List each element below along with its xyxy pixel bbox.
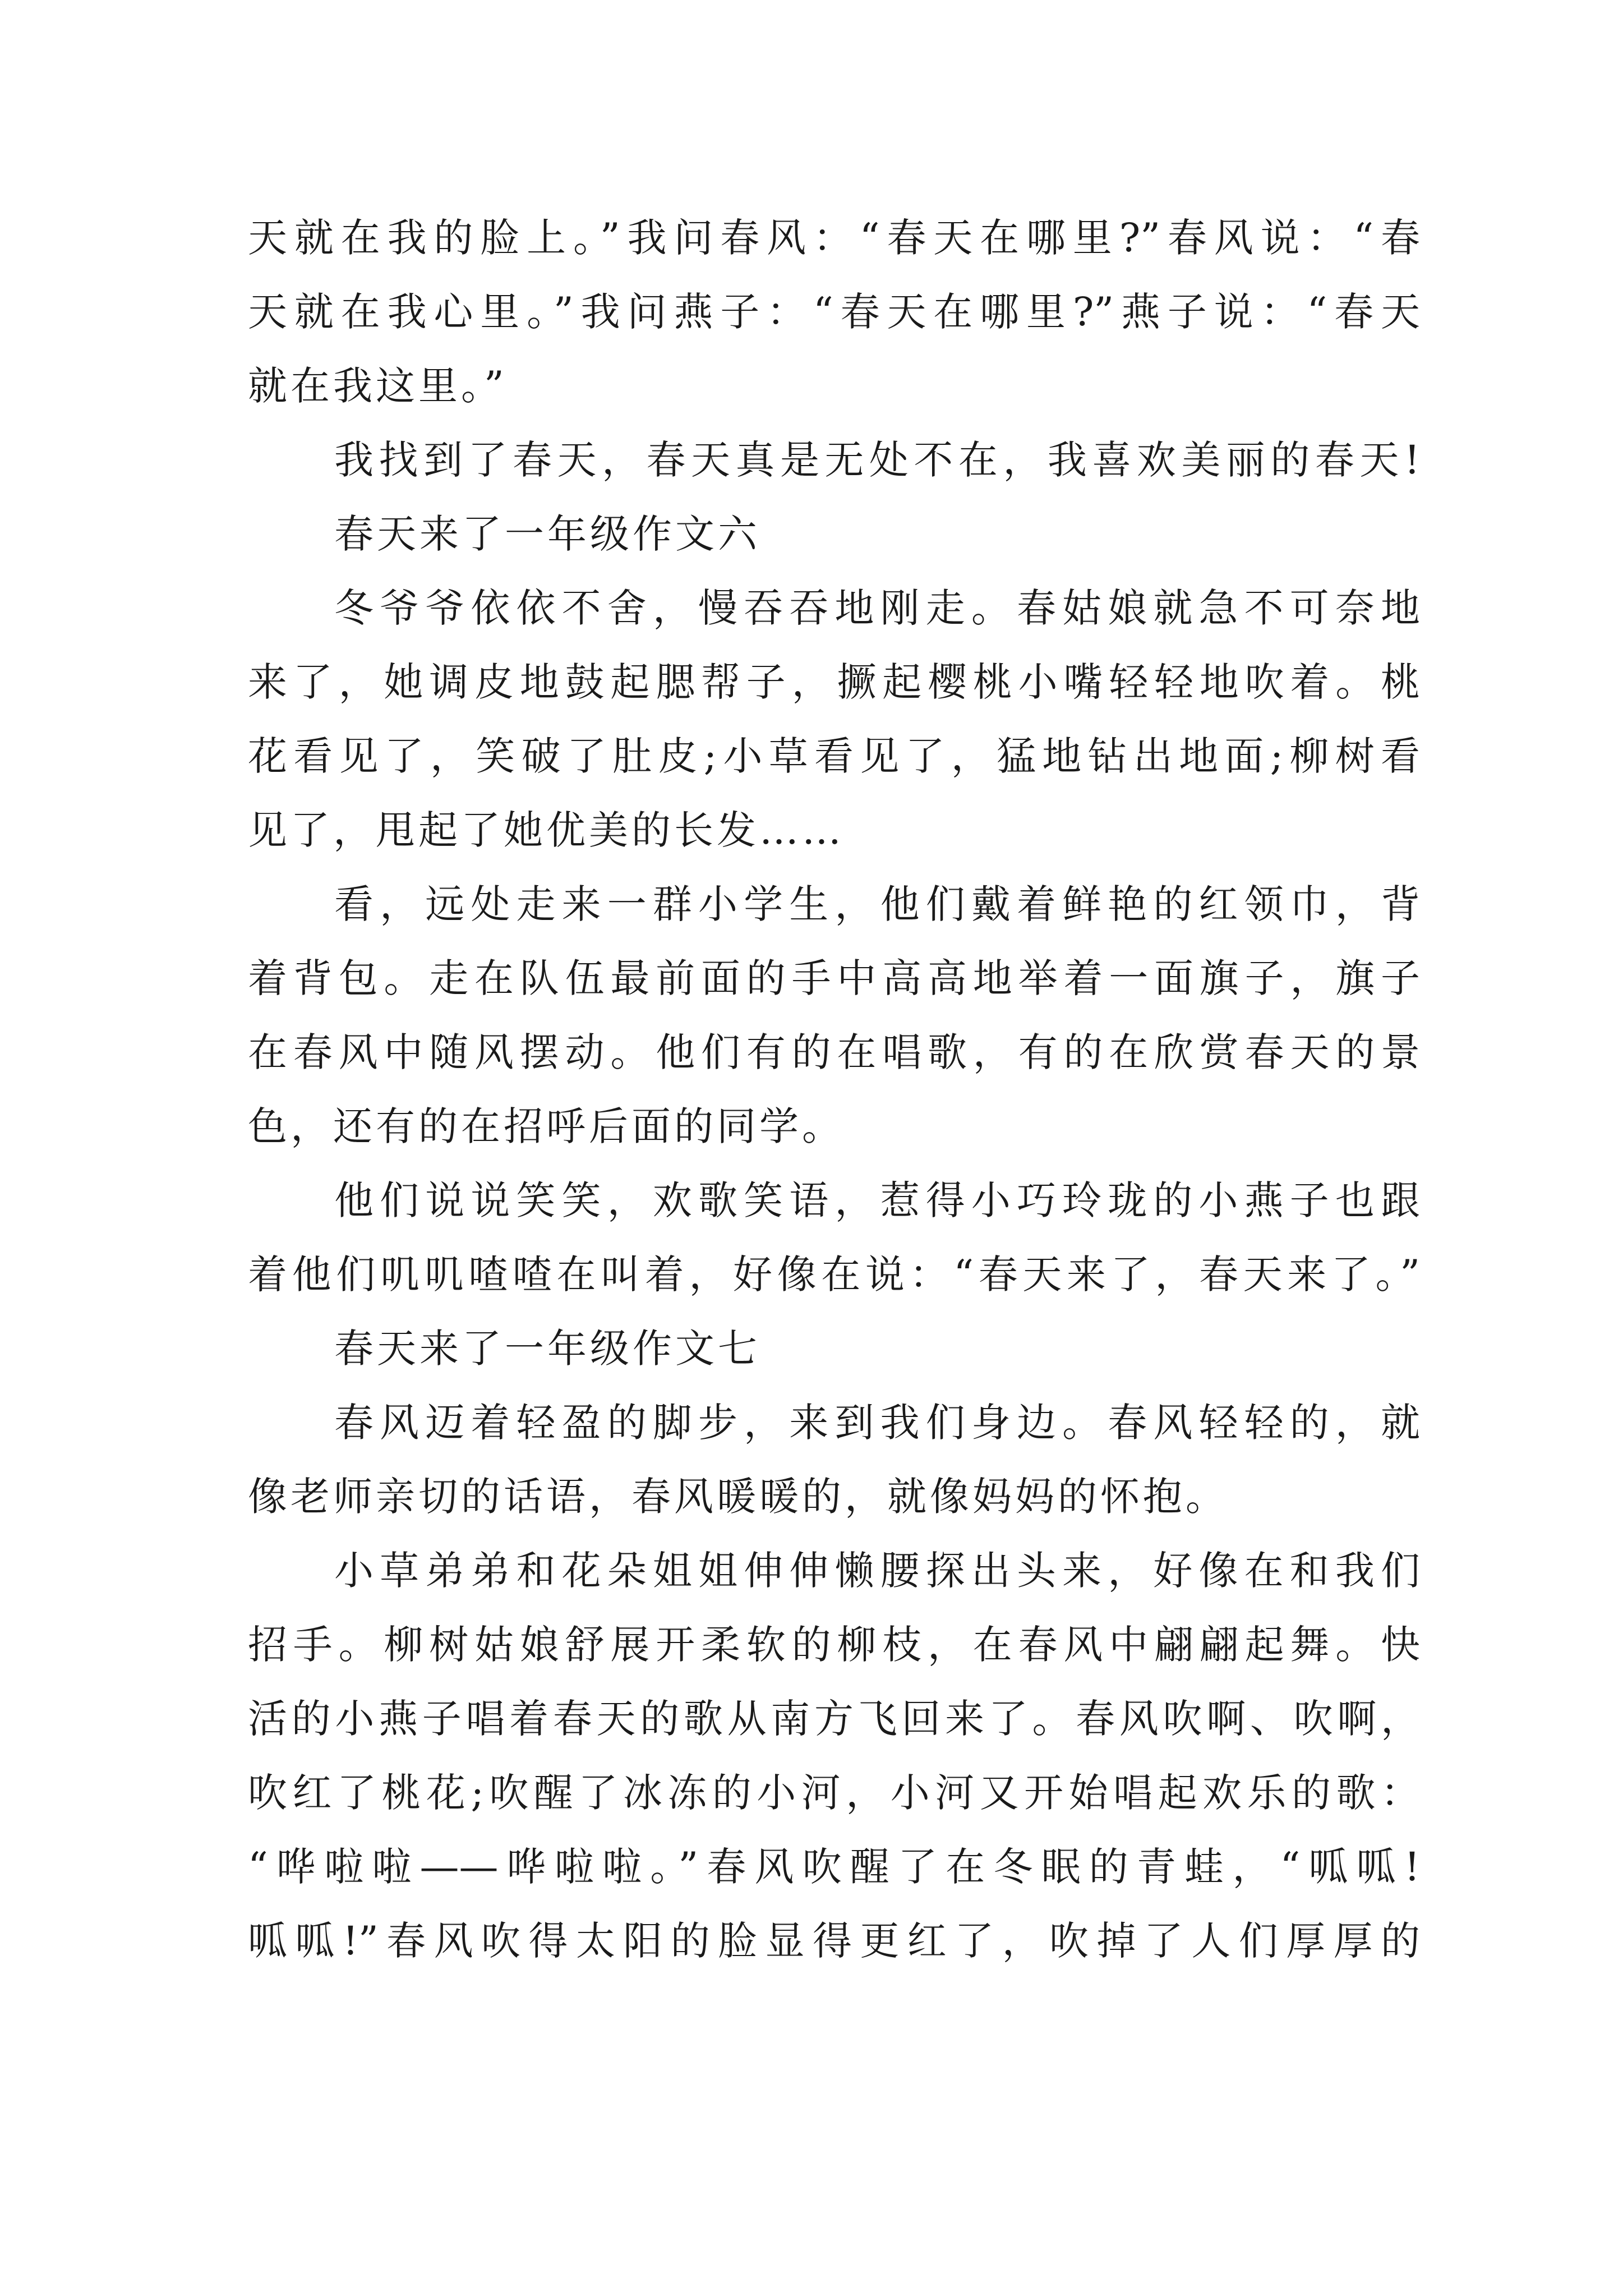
text-line: 我找到了春天，春天真是无处不在，我喜欢美丽的春天! <box>334 437 1420 483</box>
text-line: 就在我这里。” <box>248 363 508 409</box>
text-line: 吹红了桃花;吹醒了冰冻的小河，小河又开始唱起欢乐的歌： <box>248 1770 1420 1816</box>
text-line: 看，远处走来一群小学生，他们戴着鲜艳的红领巾，背 <box>334 881 1420 927</box>
text-line: 招手。柳树姑娘舒展开柔软的柳枝，在春风中翩翩起舞。快 <box>248 1622 1420 1668</box>
text-line: 在春风中随风摆动。他们有的在唱歌，有的在欣赏春天的景 <box>248 1029 1420 1075</box>
text-line: 呱呱!”春风吹得太阳的脸显得更红了，吹掉了人们厚厚的 <box>248 1918 1420 1964</box>
text-line: 像老师亲切的话语，春风暖暖的，就像妈妈的怀抱。 <box>248 1474 1228 1520</box>
section-heading: 春天来了一年级作文六 <box>334 511 760 557</box>
text-line: 活的小燕子唱着春天的歌从南方飞回来了。春风吹啊、吹啊， <box>248 1696 1420 1742</box>
section-heading: 春天来了一年级作文七 <box>334 1326 760 1372</box>
text-line: 色，还有的在招呼后面的同学。 <box>248 1103 845 1149</box>
text-line: 着他们叽叽喳喳在叫着，好像在说：“春天来了，春天来了。” <box>248 1251 1420 1297</box>
text-line: 见了，甩起了她优美的长发…… <box>248 807 845 853</box>
text-line: 天就在我的脸上。”我问春风：“春天在哪里?”春风说：“春 <box>248 215 1420 261</box>
text-line: 着背包。走在队伍最前面的手中高高地举着一面旗子，旗子 <box>248 955 1420 1001</box>
text-line: “哗啦啦——哗啦啦。”春风吹醒了在冬眠的青蛙，“呱呱! <box>248 1844 1420 1890</box>
text-line: 冬爷爷依依不舍，慢吞吞地刚走。春姑娘就急不可奈地 <box>334 585 1420 631</box>
text-line: 春风迈着轻盈的脚步，来到我们身边。春风轻轻的，就 <box>334 1400 1420 1446</box>
text-line: 他们说说笑笑，欢歌笑语，惹得小巧玲珑的小燕子也跟 <box>334 1177 1420 1223</box>
text-line: 花看见了，笑破了肚皮;小草看见了，猛地钻出地面;柳树看 <box>248 733 1420 779</box>
text-line: 小草弟弟和花朵姐姐伸伸懒腰探出头来，好像在和我们 <box>334 1548 1420 1594</box>
text-line: 来了，她调皮地鼓起腮帮子，撅起樱桃小嘴轻轻地吹着。桃 <box>248 659 1420 705</box>
text-line: 天就在我心里。”我问燕子：“春天在哪里?”燕子说：“春天 <box>248 289 1420 335</box>
